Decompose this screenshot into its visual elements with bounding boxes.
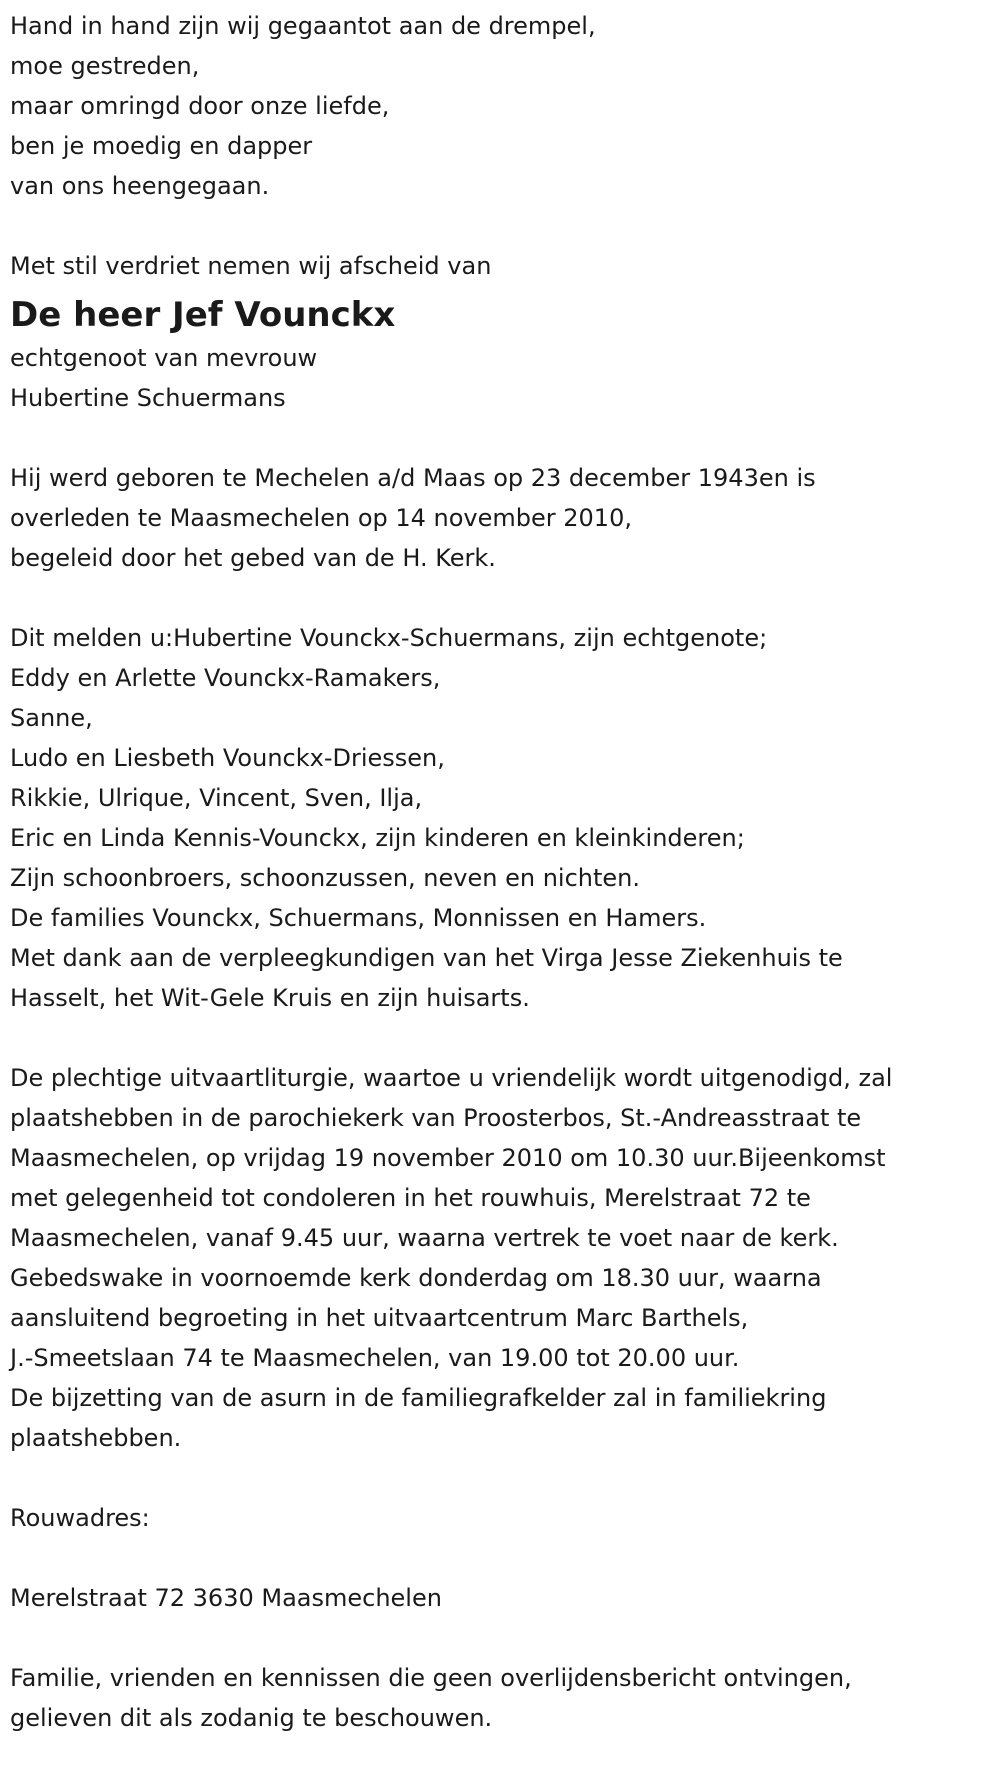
poem-line: maar omringd door onze liefde, xyxy=(10,92,390,120)
family-line: Eric en Linda Kennis-Vounckx, zijn kinderen en kleinkinderen; xyxy=(10,824,745,852)
spacer xyxy=(10,1018,990,1058)
family-line: Eddy en Arlette Vounckx-Ramakers, xyxy=(10,664,441,692)
family-line: Zijn schoonbroers, schoonzussen, neven en nichten. xyxy=(10,864,640,892)
spacer xyxy=(10,418,990,458)
ceremony-line: J.-Smeetslaan 74 te Maasmechelen, van 19.00 tot 20.00 uur. xyxy=(10,1344,740,1372)
ceremony-line: De plechtige uitvaartliturgie, waartoe u vriendelijk wordt uitgenodigd, zal xyxy=(10,1064,893,1092)
poem-line: ben je moedig en dapper xyxy=(10,132,313,160)
ceremony-line: Maasmechelen, vanaf 9.45 uur, waarna vertrek te voet naar de kerk. xyxy=(10,1224,839,1252)
spacer xyxy=(10,578,990,618)
ceremony-line: plaatshebben in de parochiekerk van Proosterbos, St.-Andreasstraat te xyxy=(10,1104,862,1132)
closing-line: Familie, vrienden en kennissen die geen overlijdensbericht ontvingen, xyxy=(10,1664,852,1692)
family-line: Rikkie, Ulrique, Vincent, Sven, Ilja, xyxy=(10,784,423,812)
family-line: De families Vounckx, Schuermans, Monnissen en Hamers. xyxy=(10,904,707,932)
family-announcement xyxy=(10,618,990,1018)
life-line: begeleid door het gebed van de H. Kerk. xyxy=(10,544,496,572)
life-line: Hij werd geboren te Mechelen a/d Maas op 23 december 1943en is xyxy=(10,464,816,492)
spacer xyxy=(10,1538,990,1578)
poem-line: Hand in hand zijn wij gegaantot aan de drempel, xyxy=(10,12,596,40)
poem-line: moe gestreden, xyxy=(10,52,200,80)
family-line: Ludo en Liesbeth Vounckx-Driessen, xyxy=(10,744,445,772)
poem-line: van ons heengegaan. xyxy=(10,172,270,200)
spacer xyxy=(10,1618,990,1658)
spacer xyxy=(10,1458,990,1498)
ceremony-line: Maasmechelen, op vrijdag 19 november 2010 om 10.30 uur.Bijeenkomst xyxy=(10,1144,886,1172)
family-line: Hasselt, het Wit-Gele Kruis en zijn huisarts. xyxy=(10,984,530,1012)
family-line: Sanne, xyxy=(10,704,93,732)
life-details xyxy=(10,458,990,578)
ceremony-details xyxy=(10,1058,990,1458)
ceremony-line: De bijzetting van de asurn in de familiegrafkelder zal in familiekring xyxy=(10,1384,827,1412)
mourning-address: Merelstraat 72 3630 Maasmechelen xyxy=(10,1584,442,1612)
closing-note xyxy=(10,1658,990,1738)
family-line: Dit melden u:Hubertine Vounckx-Schuermans, zijn echtgenote; xyxy=(10,624,768,652)
address-label: Rouwadres: xyxy=(10,1504,150,1532)
spouse-line: Hubertine Schuermans xyxy=(10,384,286,412)
poem xyxy=(10,6,990,206)
ceremony-line: met gelegenheid tot condoleren in het rouwhuis, Merelstraat 72 te xyxy=(10,1184,811,1212)
ceremony-line: aansluitend begroeting in het uitvaartcentrum Marc Barthels, xyxy=(10,1304,749,1332)
ceremony-line: plaatshebben. xyxy=(10,1424,182,1452)
spacer xyxy=(10,206,990,246)
closing-line: gelieven dit als zodanig te beschouwen. xyxy=(10,1704,493,1732)
deceased-name: De heer Jef Vounckx xyxy=(10,295,396,335)
spouse-line: echtgenoot van mevrouw xyxy=(10,344,318,372)
ceremony-line: Gebedswake in voornoemde kerk donderdag om 18.30 uur, waarna xyxy=(10,1264,822,1292)
spouse-info xyxy=(10,338,990,418)
family-line: Met dank aan de verpleegkundigen van het Virga Jesse Ziekenhuis te xyxy=(10,944,843,972)
intro-text: Met stil verdriet nemen wij afscheid van xyxy=(10,252,492,280)
life-line: overleden te Maasmechelen op 14 november 2010, xyxy=(10,504,632,532)
